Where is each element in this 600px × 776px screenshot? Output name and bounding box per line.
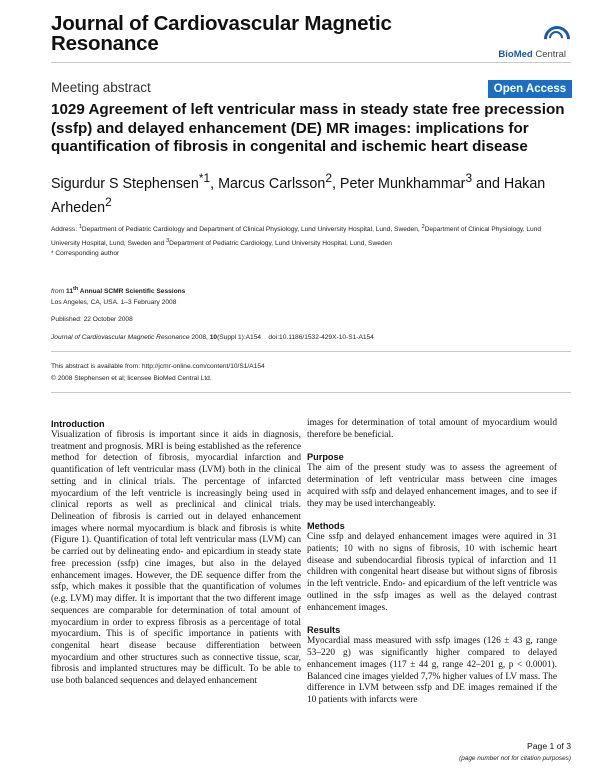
doi[interactable]: doi:10.1186/1532-429X-10-S1-A154 [268,334,374,341]
article-title: 1029 Agreement of left ventricular mass in steady state free precession (ssfp) and delayed enhancement (DE) MR images: implications for quantification of fibrosis in congenital and ischemic heart disease [51,101,565,155]
methods-text: Cine ssfp and delayed enhancement images were aquired in 31 patients; 10 with no signs of fibrosis, 10 with ischemic heart disease and subendocardial fibrosis typical of infarction and 11 children with congenital heart disease but without signs of fibrosis in the left ventricle. Endo- and epicardium of the left ventricle was outlined in the ssfp images as well as the delayed contrast enhancement images. [307,532,557,613]
article-type: Meeting abstract [51,80,151,95]
purpose-heading: Purpose [307,452,344,463]
corresponding-author: * Corresponding author [51,250,120,258]
author-addresses: Address: $^1$Department of Pediatric Cardiology and Department of Clinical Physiology, Lund University Hospital, Lund, Sweden, $^2$Department of Clinical Physiology, Lund University Hospital, Lund, Sweden and $^3$Department of Pediatric Cardiology, Lund University Hospital, Lund, Sweden * Corresponding author [51,224,542,258]
meeting-place: Los Angeles, CA, USA. 1–3 February 2008 [51,298,177,306]
logo-wordmark: BioMed Central [498,49,566,60]
introduction-text: Visualization of fibrosis is important since it aids in diagnosis, treatment and prognosis. MRI is being established as the reference method for detection of fibrosis, myocardial infarction and quantification of left ventricular mass (LVM) both in the clinical setting and in clinical trials. The percentage of infarcted myocardium of the left ventricle is increasingly being used in clinical reports as well as preclinical and clinical trials. Delineation of fibrosis is carried out in delayed enhancement images where normal myocardium is black and fibrosis is white (Figure 1). Quantification of total left ventricular mass (LVM) can be carried out by delineating endo- and epicardium in steady state free precession (ssfp) cine images, but also in the delayed enhancement images. However, the DE sequence differ from the ssfp, which makes it possible that the quantification of volumes (e.g. LVM) may differ. It is important that the two different image sequences are comparable for determination of total amount of myocardium in order to express fibrosis as a percentage of total myocardium. This is of specific importance in patients with congenital heart disease because differentiation between myocardium and other structures such as connective tissue, scar, fibrosis and implanted structures may be difficult. To be able to use both balanced sequences and delayed enhancement [51,430,301,687]
author[interactable]: Hakan Arheden [51,175,546,217]
author[interactable]: Marcus Carlsson [218,175,326,192]
methods-heading: Methods [307,521,345,532]
author[interactable]: Peter Munkhammar [339,175,466,192]
citation: Journal of Cardiovascular Magnetic Resonance 2008, 10(Suppl 1):A154 doi:10.1186/1532-429X-10-S1-A154 [51,334,374,341]
author[interactable]: Sigurdur S Stephensen [51,175,199,192]
purpose-text: The aim of the present study was to assess the agreement of determination of left ventricular mass between cine images acquired with ssfp and delayed enhancement images, and to see if they may be used interchangeably. [307,463,557,509]
published-date: Published: 22 October 2008 [51,316,133,323]
meta-divider-2 [51,392,571,393]
introduction-heading: Introduction [51,419,105,429]
author-list: Sigurdur S Stephensen$^{*1}$, Marcus Carlsson$^2$, Peter Munkhammar$^3$ and Hakan Arheden$^2$ [51,171,546,217]
header-divider [51,62,571,63]
right-column [307,418,557,707]
page-note: (page number not for citation purposes) [459,755,571,762]
meta-divider-1 [51,351,571,352]
logo-arcs-icon [536,26,566,44]
introduction-continued: images for determination of total amount of myocardium would therefore be beneficial. [307,418,557,440]
meeting-source: from 11th Annual SCMR Scientific Sessions Los Angeles, CA, USA. 1–3 February 2008 [51,286,186,306]
results-text: Myocardial mass measured with ssfp images (126 ± 43 g, range 53–220 g) was significantly higher compared to delayed enhancement images (117 ± 44 g, range 42–201 g, p < 0.0001). Balanced cine images yielded 7,7% higher values of LV mass. The difference in LVM between ssfp and DE images remained if the 10 patients with infarcts were [307,636,557,705]
availability-link[interactable]: This abstract is available from: http://jcmr-online.com/content/10/S1/A154 [51,363,265,370]
journal-title: Journal of Cardiovascular Magnetic Resonance [51,12,392,55]
biomed-central-logo [496,26,566,60]
open-access-badge: Open Access [488,80,572,98]
copyright: © 2008 Stephensen et al; licensee BioMed Central Ltd. [51,375,212,382]
page-number: Page 1 of 3 [527,741,571,751]
results-heading: Results [307,625,341,636]
left-column [51,418,301,688]
